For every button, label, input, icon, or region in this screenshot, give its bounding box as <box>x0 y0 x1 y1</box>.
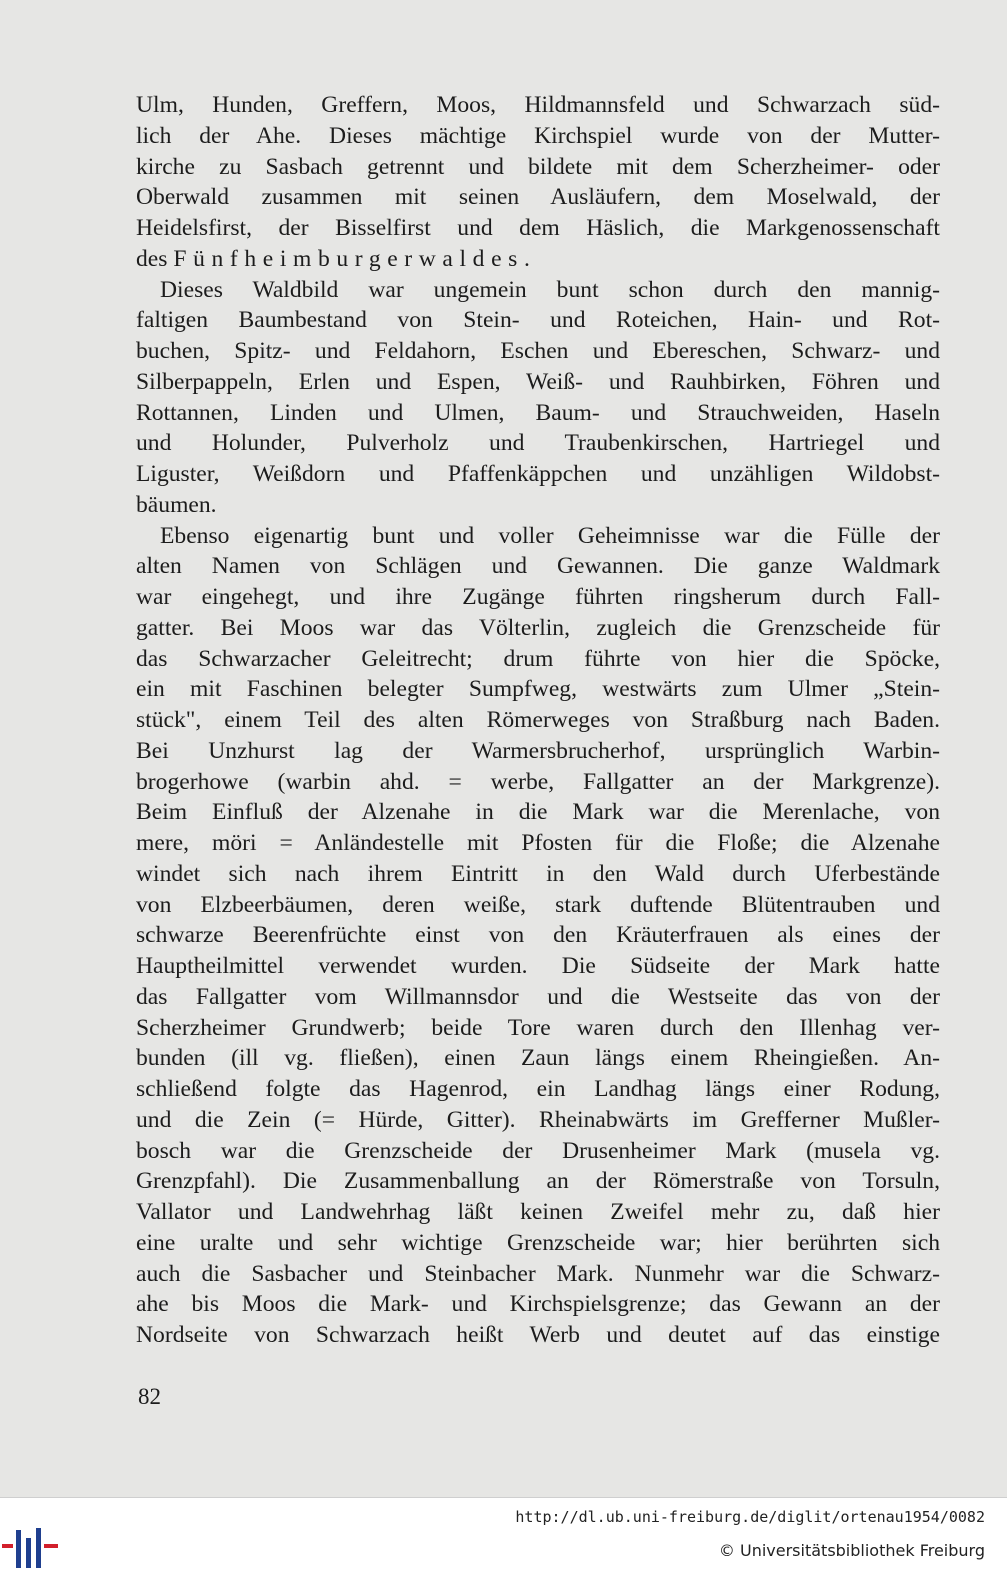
copyright-notice: © Universitätsbibliothek Freiburg <box>718 1541 985 1560</box>
text-line: faltigen Baumbestand von Stein- und Roteichen, Hain- und Rot- <box>136 307 940 334</box>
text-line: kirche zu Sasbach getrennt und bildete mit dem Scherzheimer- oder <box>136 153 940 180</box>
text-line: buchen, Spitz- und Feldahorn, Eschen und Ebereschen, Schwarz- und <box>136 338 940 364</box>
text-line: das Schwarzacher Geleitrecht; drum führte von hier die Spöcke, <box>136 645 940 672</box>
text-line: bosch war die Grenzscheide der Drusenheimer Mark (musela vg. <box>136 1137 940 1164</box>
text-line: schwarze Beerenfrüchte einst von den Kräuterfrauen als eines der <box>136 922 940 949</box>
text-line: Rottannen, Linden und Ulmen, Baum- und Strauchweiden, Haseln <box>136 399 940 426</box>
text-line: Scherzheimer Grundwerb; beide Tore waren durch den Illenhag ver- <box>136 1014 940 1041</box>
text-line: Heidelsfirst, der Bisselfirst und dem Häslich, die Markgenossenschaft <box>136 215 940 241</box>
text-line: lich der Ahe. Dieses mächtige Kirchspiel wurde von der Mutter- <box>136 122 940 149</box>
text-line: Ebenso eigenartig bunt und voller Geheimnisse war die Fülle der <box>160 522 940 549</box>
text-line: ein mit Faschinen belegter Sumpfweg, westwärts zum Ulmer „Stein- <box>136 676 940 703</box>
text-line: alten Namen von Schlägen und Gewannen. Die ganze Waldmark <box>136 553 940 580</box>
text-line: Vallator und Landwehrhag läßt keinen Zweifel mehr zu, daß hier <box>136 1199 940 1225</box>
text-line: Hauptheilmittel verwendet wurden. Die Südseite der Mark hatte <box>136 953 940 979</box>
body-text <box>136 90 940 1351</box>
text-line: brogerhowe (warbin ahd. = werbe, Fallgatter an der Markgrenze). <box>136 768 940 795</box>
page-number: 82 <box>138 1384 161 1409</box>
text-line: Nordseite von Schwarzach heißt Werb und deutet auf das einstige <box>136 1322 940 1348</box>
text-line: Oberwald zusammen mit seinen Ausläufern, dem Moselwald, der <box>136 184 940 211</box>
text-line: schließend folgte das Hagenrod, ein Landhag längs einer Rodung, <box>136 1076 940 1102</box>
text-line: Grenzpfahl). Die Zusammenballung an der Römerstraße von Torsuln, <box>136 1168 940 1195</box>
text-line: gatter. Bei Moos war das Völterlin, zugleich die Grenzscheide für <box>136 614 940 641</box>
text-line: ahe bis Moos die Mark- und Kirchspielsgrenze; das Gewann an der <box>136 1291 940 1318</box>
text-line: von Elzbeerbäumen, deren weiße, stark duftende Blütentrauben und <box>136 891 940 918</box>
text-line: und die Zein (= Hürde, Gitter). Rheinabwärts im Grefferner Mußler- <box>136 1106 940 1133</box>
text-line: Beim Einfluß der Alzenahe in die Mark war die Merenlache, von <box>136 799 940 826</box>
text-line: auch die Sasbacher und Steinbacher Mark. Nunmehr war die Schwarz- <box>136 1260 940 1287</box>
text-line: stück", einem Teil des alten Römerweges von Straßburg nach Baden. <box>136 707 940 733</box>
text-line: eine uralte und sehr wichtige Grenzscheide war; hier berührten sich <box>136 1229 940 1256</box>
library-logo-icon <box>2 1528 62 1572</box>
text-line: Liguster, Weißdorn und Pfaffenkäppchen und unzähligen Wildobst- <box>136 461 940 487</box>
text-line: mere, möri = Anländestelle mit Pfosten für die Floße; die Alzenahe <box>136 830 940 856</box>
text-line: und Holunder, Pulverholz und Traubenkirschen, Hartriegel und <box>136 430 940 457</box>
footer-bar <box>0 1497 1007 1577</box>
text-line: des Fünfheimburgerwaldes. <box>136 245 530 272</box>
permalink-url[interactable]: http://dl.ub.uni-freiburg.de/diglit/ortenau1954/0082 <box>515 1508 985 1526</box>
text-line: bäumen. <box>136 491 217 518</box>
text-line: Silberpappeln, Erlen und Espen, Weiß- und Rauhbirken, Föhren und <box>136 368 940 395</box>
text-line: Dieses Waldbild war ungemein bunt schon durch den mannig- <box>160 276 940 303</box>
text-line: Ulm, Hunden, Greffern, Moos, Hildmannsfeld und Schwarzach süd- <box>136 92 940 118</box>
text-line: das Fallgatter vom Willmannsdor und die Westseite das von der <box>136 983 940 1010</box>
text-line: windet sich nach ihrem Eintritt in den Wald durch Uferbestände <box>136 860 940 887</box>
text-line: Bei Unzhurst lag der Warmersbrucherhof, ursprünglich Warbin- <box>136 737 940 764</box>
text-line: war eingehegt, und ihre Zugänge führten ringsherum durch Fall- <box>136 584 940 610</box>
text-line: bunden (ill vg. fließen), einen Zaun längs einem Rheingießen. An- <box>136 1045 940 1072</box>
